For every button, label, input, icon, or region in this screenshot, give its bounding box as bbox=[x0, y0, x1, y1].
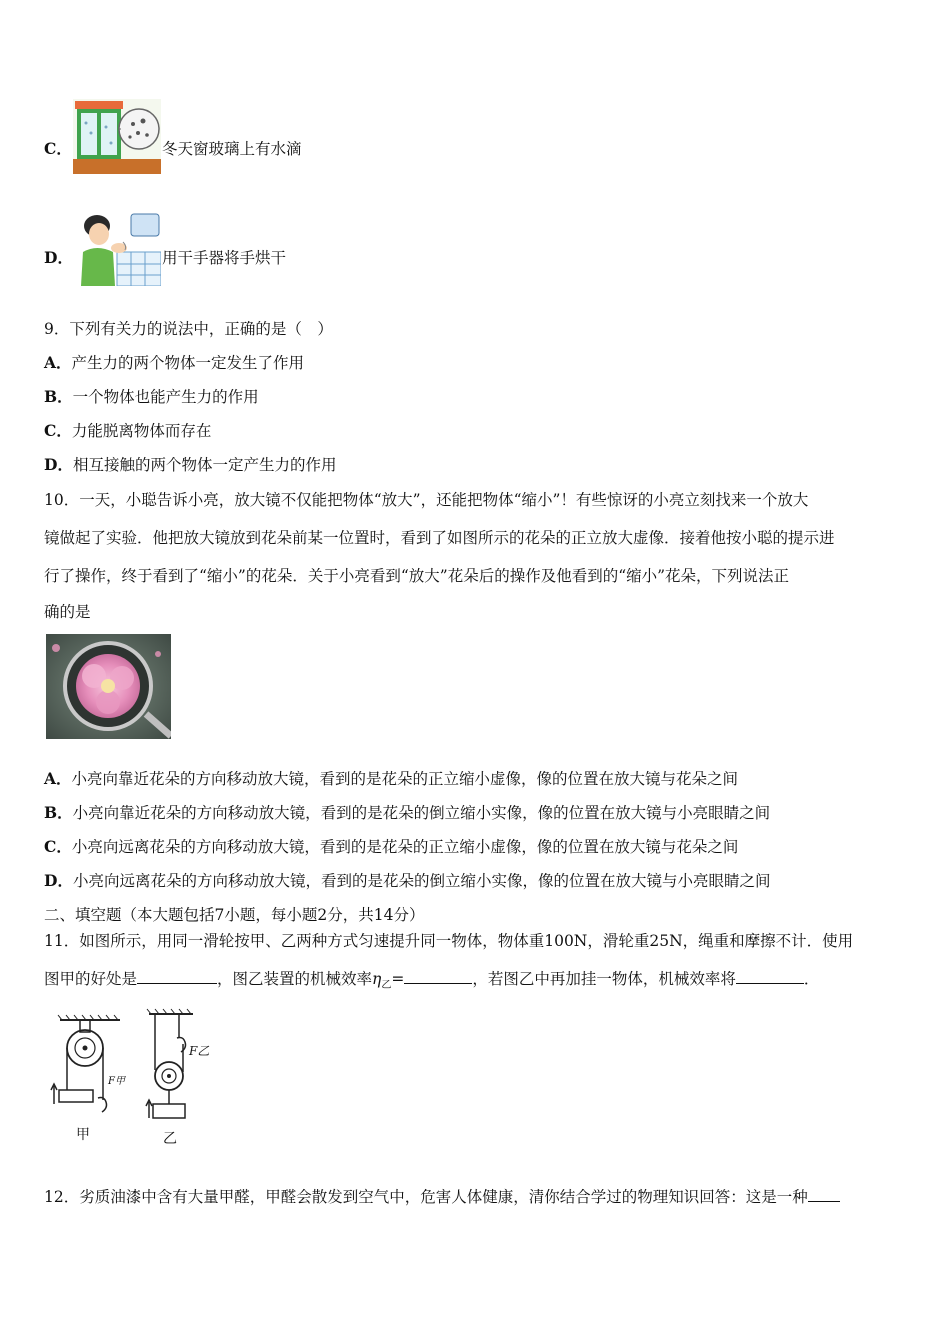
q8-option-c bbox=[44, 138, 72, 160]
force-label-yi: F乙 bbox=[189, 1044, 210, 1058]
q9-option-d bbox=[44, 454, 336, 476]
q11-text-c: = bbox=[391, 970, 405, 988]
pulley-diagram-jia bbox=[48, 1012, 133, 1147]
option-text: 力能脱离物体而存在 bbox=[71, 422, 212, 440]
answer-blank-3[interactable] bbox=[736, 967, 804, 984]
option-label: B． bbox=[44, 803, 73, 822]
eta-subscript: 乙 bbox=[381, 980, 392, 992]
q10-stem-line-2: 镜做起了实验．他把放大镜放到花朵前某一位置时，看到了如图所示的花朵的正立放大虚像．接着他按小聪的提示进 bbox=[44, 529, 835, 547]
q10-option-b bbox=[44, 802, 770, 824]
q9-stem: 9．下列有关力的说法中，正确的是（ ） bbox=[44, 320, 333, 338]
option-text: 小亮向靠近花朵的方向移动放大镜，看到的是花朵的正立缩小虚像，像的位置在放大镜与花朵之间 bbox=[71, 770, 739, 788]
q11-text-e: ． bbox=[803, 970, 820, 988]
q12-text bbox=[44, 1185, 840, 1208]
window-glass-image bbox=[73, 99, 161, 174]
hand-dryer-image bbox=[73, 208, 161, 286]
q10-stem-line-4: 确的是 bbox=[44, 603, 91, 621]
eta-symbol: η bbox=[372, 970, 382, 988]
figure-label-yi: 乙 bbox=[163, 1131, 177, 1147]
q8-option-d bbox=[44, 247, 73, 269]
q10-option-a bbox=[44, 768, 738, 790]
option-label: D． bbox=[44, 248, 73, 267]
section-2-title: 二、填空题（本大题包括7小题，每小题2分，共14分） bbox=[44, 906, 425, 924]
option-text: 产生力的两个物体一定发生了作用 bbox=[71, 354, 305, 372]
q10-option-d bbox=[44, 870, 770, 892]
answer-blank-2[interactable] bbox=[404, 967, 472, 984]
option-label: B． bbox=[44, 387, 73, 406]
option-label: D． bbox=[44, 871, 73, 890]
option-label: C． bbox=[44, 139, 72, 158]
option-text: 一个物体也能产生力的作用 bbox=[72, 388, 259, 406]
answer-blank-4[interactable] bbox=[808, 1185, 840, 1202]
option-label: C． bbox=[44, 837, 72, 856]
force-label-jia: F甲 bbox=[108, 1076, 125, 1087]
q11-text-a: 图甲的好处是 bbox=[44, 970, 138, 988]
q10-stem-line-3: 行了操作，终于看到了“缩小”的花朵．关于小亮看到“放大”花朵后的操作及他看到的“缩小”花朵，下列说法正 bbox=[44, 567, 790, 585]
q9-option-c bbox=[44, 420, 211, 442]
magnifier-flower-image bbox=[46, 634, 171, 739]
q9-option-a bbox=[44, 352, 304, 374]
option-text: 小亮向远离花朵的方向移动放大镜，看到的是花朵的正立缩小虚像，像的位置在放大镜与花朵之间 bbox=[71, 838, 739, 856]
option-label: A． bbox=[44, 769, 72, 788]
q8-option-c-text: 冬天窗玻璃上有水滴 bbox=[162, 140, 302, 158]
q10-stem-line-1: 10．一天，小聪告诉小亮，放大镜不仅能把物体“放大”，还能把物体“缩小”！有些惊讶的小亮立刻找来一个放大 bbox=[44, 491, 809, 509]
answer-blank-1[interactable] bbox=[137, 967, 217, 984]
option-text: 相互接触的两个物体一定产生力的作用 bbox=[72, 456, 337, 474]
q11-text-d: ，若图乙中再加挂一物体，机械效率将 bbox=[472, 970, 736, 988]
option-label: A． bbox=[44, 353, 72, 372]
option-label: D． bbox=[44, 455, 73, 474]
q8-option-d-text: 用干手器将手烘干 bbox=[162, 249, 287, 267]
option-label: C． bbox=[44, 421, 72, 440]
q12-stem: 12．劣质油漆中含有大量甲醛，甲醛会散发到空气中，危害人体健康，清你结合学过的物理知识回答：这是一种 bbox=[44, 1188, 808, 1206]
q11-line-1: 11．如图所示，用同一滑轮按甲、乙两种方式匀速提升同一物体，物体重100N，滑轮重25N，绳重和摩擦不计．使用 bbox=[44, 932, 854, 950]
q11-line-2 bbox=[44, 967, 819, 997]
option-text: 小亮向靠近花朵的方向移动放大镜，看到的是花朵的倒立缩小实像，像的位置在放大镜与小亮眼睛之间 bbox=[72, 804, 771, 822]
option-text: 小亮向远离花朵的方向移动放大镜，看到的是花朵的倒立缩小实像，像的位置在放大镜与小亮眼睛之间 bbox=[72, 872, 771, 890]
q10-option-c bbox=[44, 836, 738, 858]
pulley-diagram-yi bbox=[143, 1008, 223, 1148]
figure-label-jia: 甲 bbox=[76, 1127, 90, 1143]
q11-text-b: ，图乙装置的机械效率 bbox=[217, 970, 373, 988]
q9-option-b bbox=[44, 386, 259, 408]
